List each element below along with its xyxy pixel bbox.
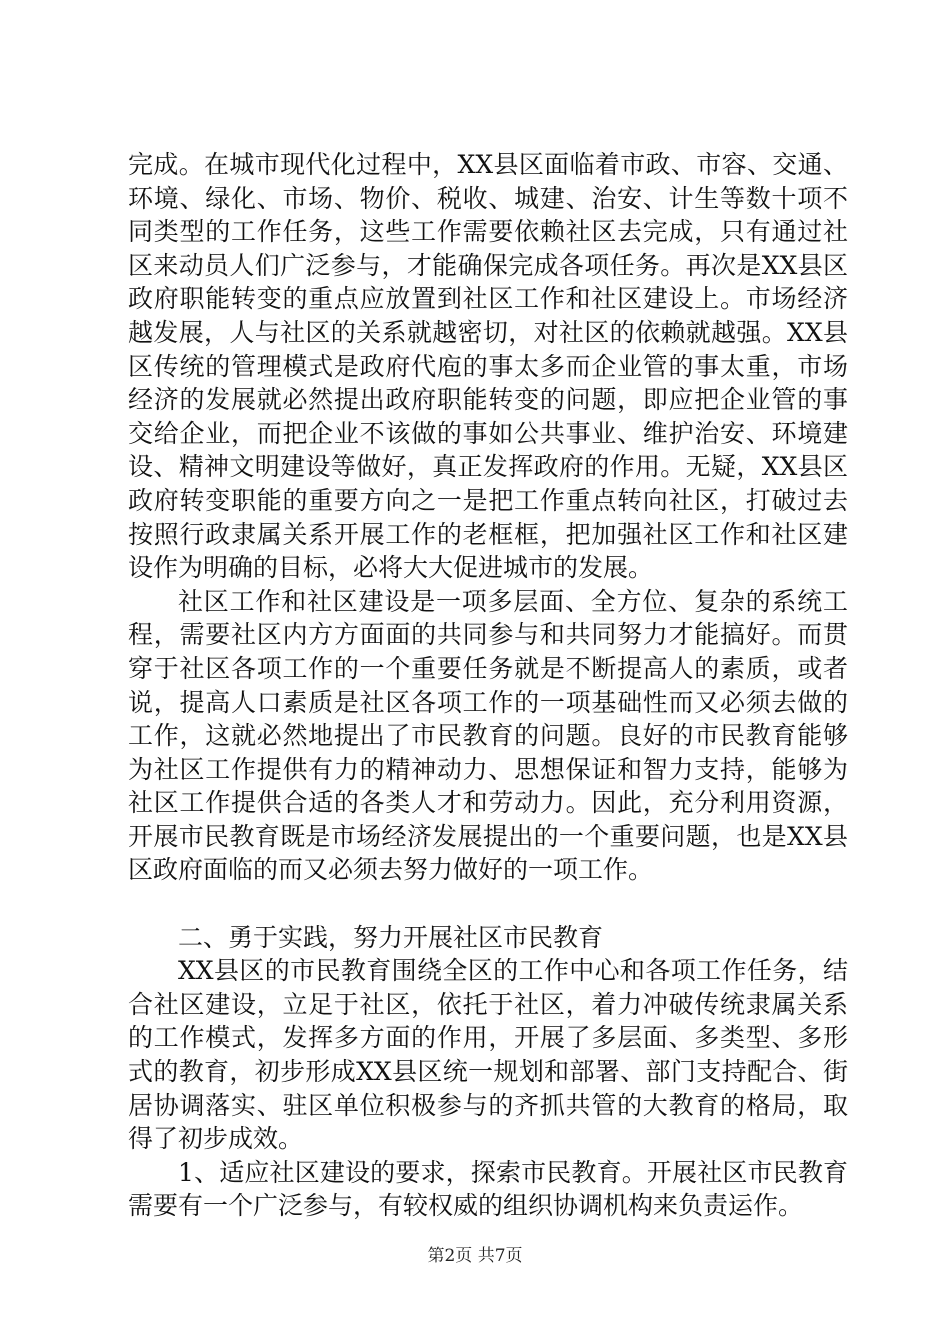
- page-number-footer: 第2页 共7页: [427, 1246, 523, 1266]
- paragraph-citizen-education: XX县区的市民教育围绕全区的工作中心和各项工作任务，结合社区建设，立足于社区，依托于社区，着力冲破传统隶属关系的工作模式，发挥多方面的作用，开展了多层面、多类型、多形式的教育，初步形成XX县区统一规划和部署、部门支持配合、街居协调落实、驻区单位积极参与的齐抓共管的大教育的格局，取得了初步成效。: [128, 956, 848, 1154]
- document-body: [128, 148, 848, 1223]
- paragraph-continuation: 完成。在城市现代化过程中，XX县区面临着市政、市容、交通、环境、绿化、市场、物价、税收、城建、治安、计生等数十项不同类型的工作任务，这些工作需要依赖社区去完成，只有通过社区来动员人们广泛参与，才能确保完成各项任务。再次是XX县区政府职能转变的重点应放置到社区工作和社区建设上。市场经济越发展，人与社区的关系就越密切，对社区的依赖就越强。XX县区传统的管理模式是政府代庖的事太多而企业管的事太重，市场经济的发展就必然提出政府职能转变的问题，即应把企业管的事交给企业，而把企业不该做的事如公共事业、维护治安、环境建设、精神文明建设等做好，真正发挥政府的作用。无疑，XX县区政府转变职能的重要方向之一是把工作重点转向社区，打破过去按照行政隶属关系开展工作的老框框，把加强社区工作和社区建设作为明确的目标，必将大大促进城市的发展。: [128, 150, 848, 583]
- paragraph-item-1: 1、适应社区建设的要求，探索市民教育。开展社区市民教育需要有一个广泛参与，有较权威的组织协调机构来负责运作。: [128, 1157, 848, 1221]
- section-heading: 二、勇于实践，努力开展社区市民教育: [178, 922, 604, 952]
- paragraph-community-work: 社区工作和社区建设是一项多层面、全方位、复杂的系统工程，需要社区内方方面面的共同参与和共同努力才能搞好。而贯穿于社区各项工作的一个重要任务就是不断提高人的素质，或者说，提高人口素质是社区各项工作的一项基础性而又必须去做的工作，这就必然地提出了市民教育的问题。良好的市民教育能够为社区工作提供有力的精神动力、思想保证和智力支持，能够为社区工作提供合适的各类人才和劳动力。因此，充分利用资源，开展市民教育既是市场经济发展提出的一个重要问题，也是XX县区政府面临的而又必须去努力做好的一项工作。: [128, 586, 848, 885]
